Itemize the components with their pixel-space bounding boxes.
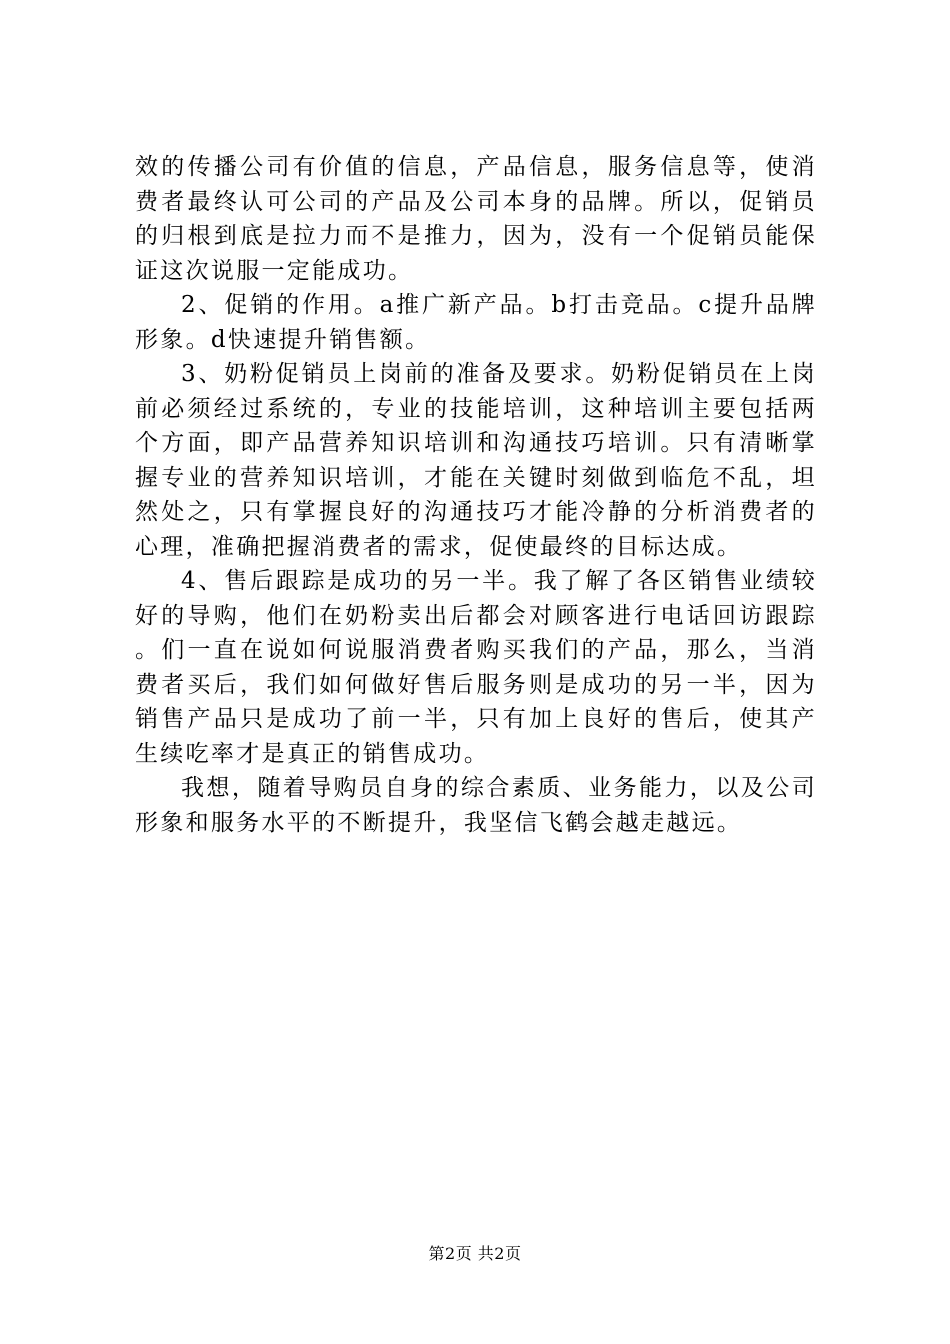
document-body [135,150,817,840]
page-number-footer: 第2页 共2页 [428,1244,522,1263]
paragraph-conclusion: 我想，随着导购员自身的综合素质、业务能力，以及公司形象和服务水平的不断提升，我坚信飞鹤会越走越远。 [135,775,817,836]
paragraph-after-sales: 4、售后跟踪是成功的另一半。我了解了各区销售业绩较好的导购，他们在奶粉卖出后都会对顾客进行电话回访跟踪。们一直在说如何说服消费者购买我们的产品，那么，当消费者买后，我们如何做好售后服务则是成功的另一半，因为销售产品只是成功了前一半，只有加上良好的售后，使其产生续吃率才是真正的销售成功。 [135,568,817,767]
paragraph-continued: 效的传播公司有价值的信息，产品信息，服务信息等，使消费者最终认可公司的产品及公司本身的品牌。所以，促销员的归根到底是拉力而不是推力，因为，没有一个促销员能保证这次说服一定能成功。 [135,154,817,284]
paragraph-preparation: 3、奶粉促销员上岗前的准备及要求。奶粉促销员在上岗前必须经过系统的，专业的技能培训，这种培训主要包括两个方面，即产品营养知识培训和沟通技巧培训。只有清晰掌握专业的营养知识培训，才能在关键时刻做到临危不乱，坦然处之，只有掌握良好的沟通技巧才能冷静的分析消费者的心理，准确把握消费者的需求，促使最终的目标达成。 [135,361,817,560]
paragraph-promotion-role: 2、促销的作用。a推广新产品。b打击竞品。c提升品牌形象。d快速提升销售额。 [135,292,817,353]
